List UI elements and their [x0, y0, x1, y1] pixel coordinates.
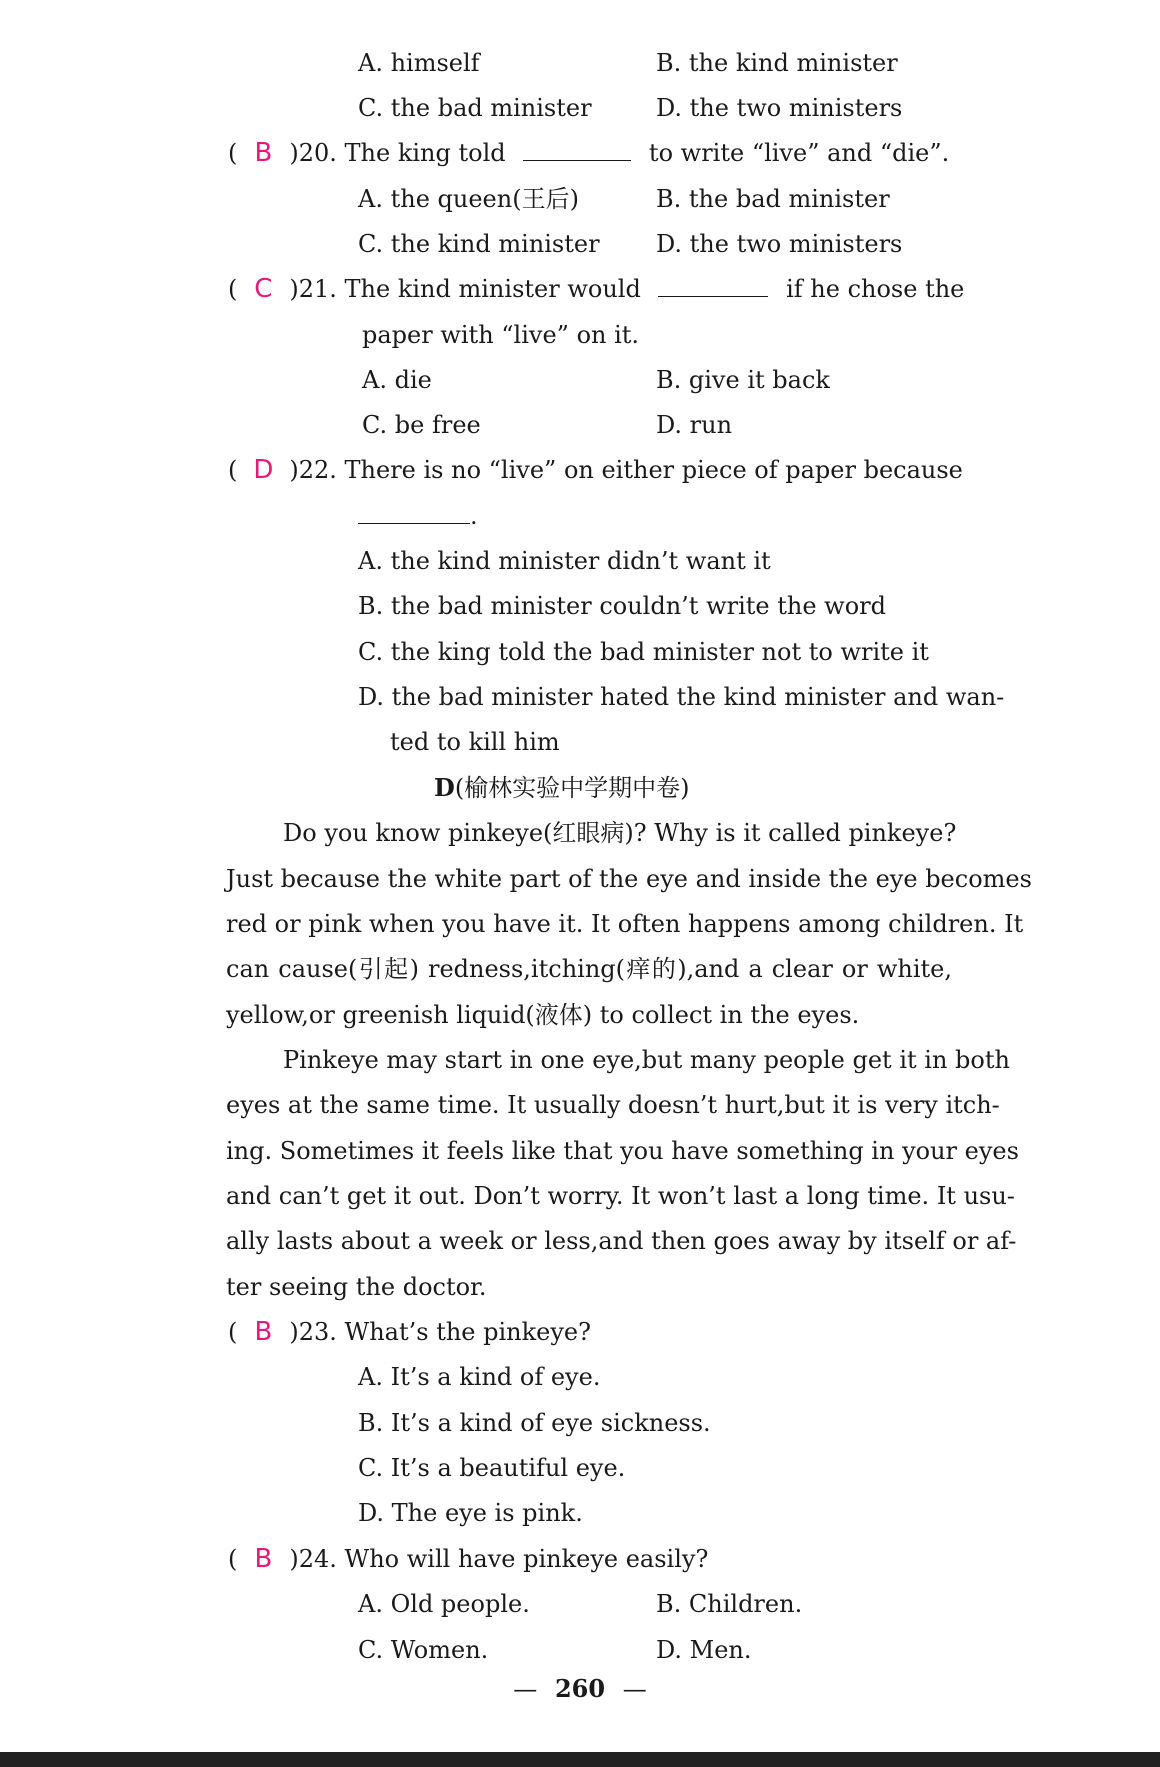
page-number-value: 260 [554, 1674, 606, 1703]
q23-option-a: A. It’s a kind of eye. [358, 1363, 601, 1391]
q24-stem: )24. Who will have pinkeye easily? [289, 1545, 709, 1573]
q22-option-b: B. the bad minister couldn’t write the word [358, 592, 886, 620]
page-number-dash-right: — [622, 1675, 647, 1703]
q23-option-b: B. It’s a kind of eye sickness. [358, 1409, 711, 1437]
q23-stem: )23. What’s the pinkeye? [289, 1318, 591, 1346]
q21-paren: ( [228, 275, 238, 303]
passage-line-10: ally lasts about a week or less,and then goes away by itself or af- [226, 1227, 1017, 1255]
q22-option-d-line2: ted to kill him [390, 728, 560, 756]
passage-line-5: yellow,or greenish liquid(液体) to collect in the eyes. [226, 1001, 860, 1029]
q22-stem-end: . [470, 502, 478, 530]
q20-option-c: C. the kind minister [358, 230, 600, 258]
q23-paren: ( [228, 1318, 238, 1346]
q20-option-a: A. the queen(王后) [358, 185, 579, 213]
q23-answer: B [254, 1317, 273, 1347]
q24-answer: B [254, 1544, 273, 1574]
passage-line-8: ing. Sometimes it feels like that you have something in your eyes [226, 1137, 1019, 1165]
q24-question [228, 1544, 708, 1574]
q20-answer: B [254, 138, 273, 168]
q21-stem-line2: paper with “live” on it. [362, 321, 640, 349]
q21-blank [658, 274, 768, 297]
q24-option-a: A. Old people. [358, 1590, 530, 1618]
passage-line-3: red or pink when you have it. It often happens among children. It [226, 910, 1024, 938]
q21-option-d: D. run [656, 411, 733, 439]
section-d-heading [434, 773, 690, 803]
q19-option-d: D. the two ministers [656, 94, 903, 122]
passage-line-9: and can’t get it out. Don’t worry. It won’t last a long time. It usu- [226, 1182, 1015, 1210]
q21-option-c: C. be free [362, 411, 481, 439]
q22-paren: ( [228, 456, 238, 484]
q24-option-c: C. Women. [358, 1636, 489, 1664]
q19-option-b: B. the kind minister [656, 49, 898, 77]
q23-question [228, 1317, 591, 1347]
passage-line-11: ter seeing the doctor. [226, 1273, 487, 1301]
q20-option-d: D. the two ministers [656, 230, 903, 258]
q24-option-b: B. Children. [656, 1590, 803, 1618]
q24-paren: ( [228, 1545, 238, 1573]
q22-blank-line [358, 501, 478, 531]
q20-stem-post: to write “live” and “die”. [648, 139, 950, 167]
q22-question [228, 455, 963, 485]
section-d-letter: D [434, 773, 455, 802]
q19-option-c: C. the bad minister [358, 94, 592, 122]
q21-stem-pre: )21. The kind minister would [289, 275, 641, 303]
q21-option-a: A. die [362, 366, 432, 394]
q22-stem: )22. There is no “live” on either piece of paper because [289, 456, 963, 484]
q20-paren: ( [228, 139, 238, 167]
passage-line-1: Do you know pinkeye(红眼病)? Why is it called pinkeye? [283, 819, 957, 847]
q20-option-b: B. the bad minister [656, 185, 890, 213]
passage-line-2: Just because the white part of the eye and inside the eye becomes [226, 865, 1032, 893]
page-number [0, 1674, 1160, 1704]
page-number-dash-left: — [513, 1675, 538, 1703]
q19-option-a: A. himself [358, 49, 480, 77]
q20-question [228, 138, 949, 168]
passage-line-6: Pinkeye may start in one eye,but many people get it in both [283, 1046, 1010, 1074]
passage-line-7: eyes at the same time. It usually doesn’t hurt,but it is very itch- [226, 1091, 1000, 1119]
q22-option-c: C. the king told the bad minister not to write it [358, 638, 929, 666]
section-d-source: (榆林实验中学期中卷) [454, 774, 690, 802]
q20-stem-pre: )20. The king told [289, 139, 506, 167]
q21-question [228, 274, 964, 304]
q21-option-b: B. give it back [656, 366, 830, 394]
q24-option-d: D. Men. [656, 1636, 752, 1664]
q22-blank [358, 501, 470, 524]
q22-option-d-line1: D. the bad minister hated the kind minister and wan- [358, 683, 1005, 711]
passage-line-4: can cause(引起) redness,itching(痒的),and a clear or white, [226, 955, 952, 983]
q21-answer: C [254, 274, 273, 304]
q22-option-a: A. the kind minister didn’t want it [358, 547, 771, 575]
q23-option-d: D. The eye is pink. [358, 1499, 583, 1527]
q23-option-c: C. It’s a beautiful eye. [358, 1454, 626, 1482]
bottom-edge-bar [0, 1752, 1160, 1767]
q22-answer: D [253, 455, 274, 485]
q21-stem-post: if he chose the [786, 275, 965, 303]
q20-blank [523, 138, 631, 161]
